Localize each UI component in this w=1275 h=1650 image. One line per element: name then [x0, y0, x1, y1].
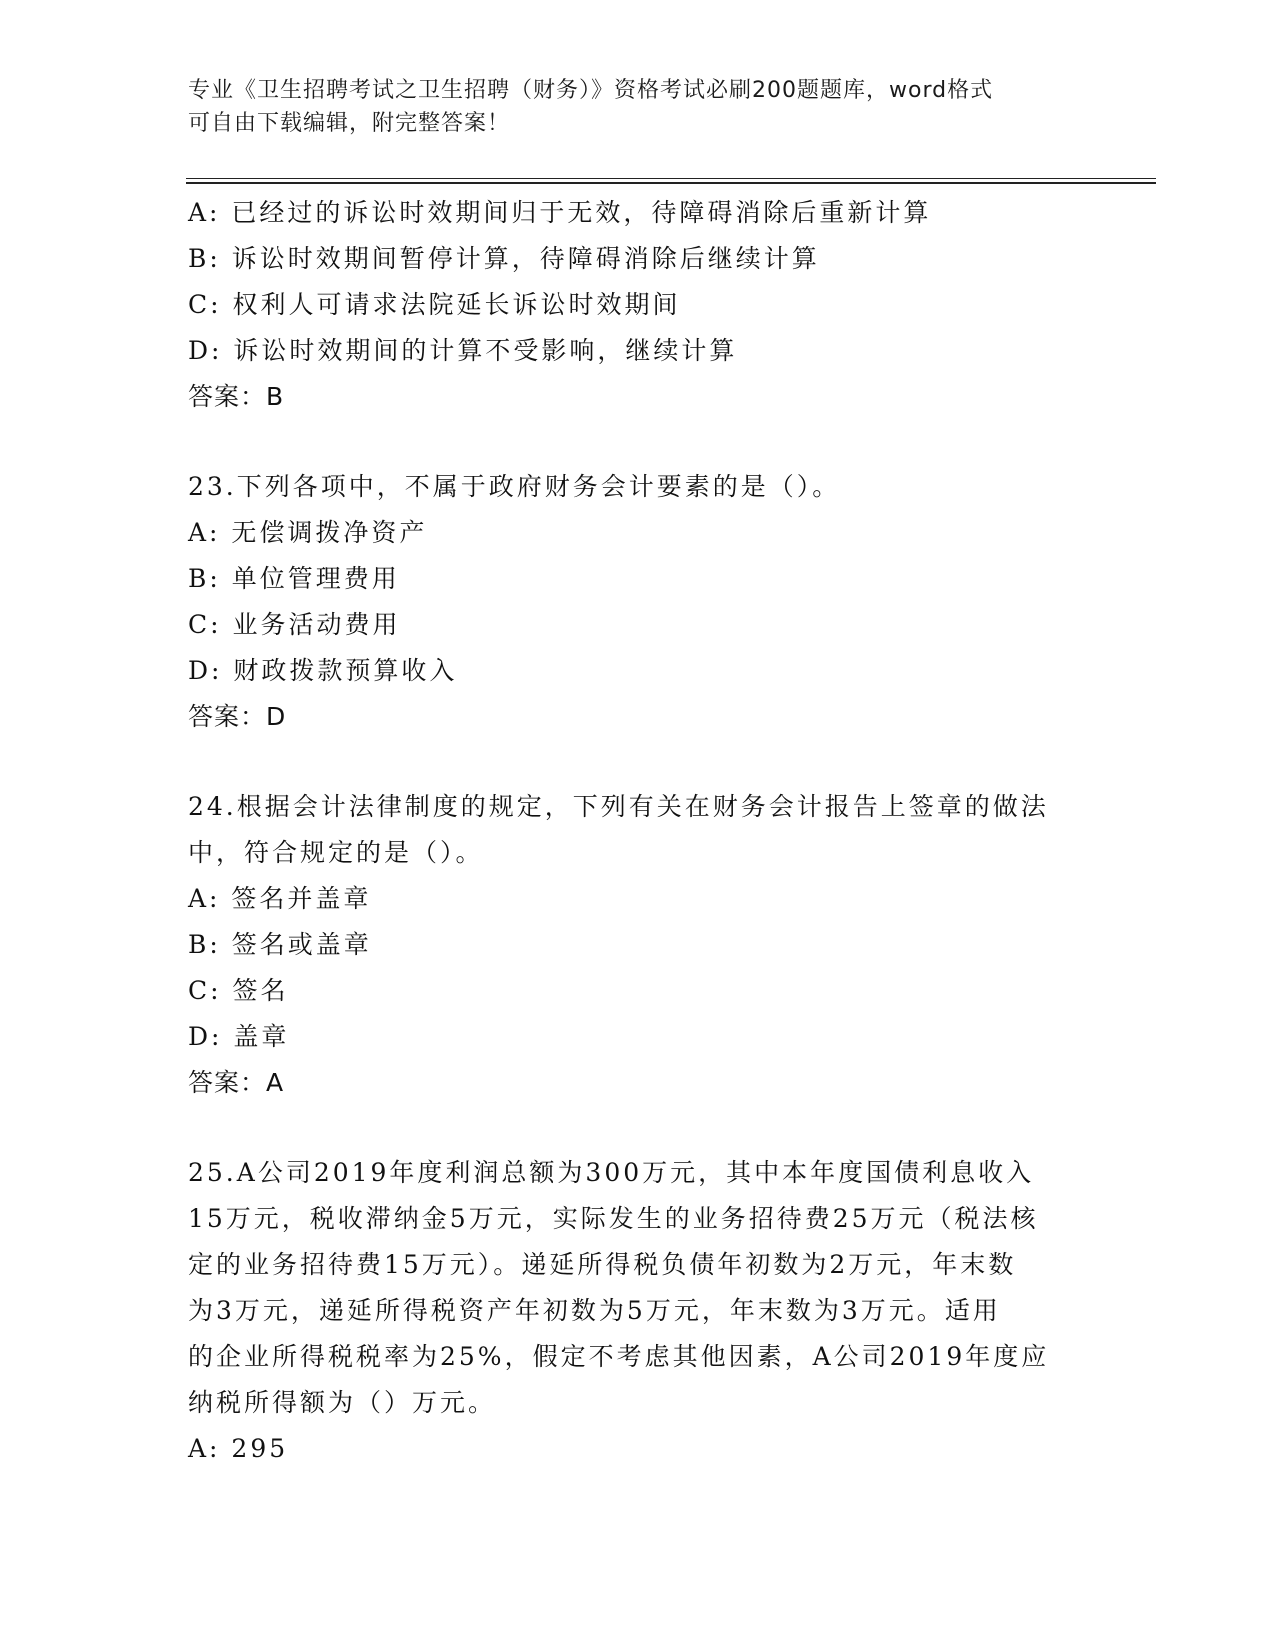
question-stem: 23.下列各项中，不属于政府财务会计要素的是（）。: [188, 472, 841, 501]
option-a: A: 已经过的诉讼时效期间归于无效，待障碍消除后重新计算: [188, 198, 932, 227]
answer-line: 答案：B: [188, 382, 285, 411]
answer-line: 答案：A: [188, 1068, 285, 1097]
option-a: A: 签名并盖章: [188, 884, 372, 913]
question-stem-line-5: 的企业所得税税率为25%，假定不考虑其他因素，A公司2019年度应: [188, 1342, 1050, 1371]
option-c: C: 权利人可请求法院延长诉讼时效期间: [188, 290, 681, 319]
document-header: [188, 74, 1088, 140]
question-25: [188, 1150, 1088, 1472]
option-d: D: 诉讼时效期间的计算不受影响，继续计算: [188, 336, 738, 365]
spacer: [188, 740, 1088, 784]
option-b: B: 单位管理费用: [188, 564, 400, 593]
option-b: B: 诉讼时效期间暂停计算，待障碍消除后继续计算: [188, 244, 820, 273]
question-stem-line-2: 中，符合规定的是（）。: [188, 838, 484, 867]
option-d: D: 盖章: [188, 1022, 290, 1051]
question-stem-line-2: 15万元，税收滞纳金5万元，实际发生的业务招待费25万元（税法核: [188, 1204, 1039, 1233]
header-line-2: 可自由下载编辑，附完整答案！: [188, 111, 511, 136]
option-a: A: 无偿调拨净资产: [188, 518, 428, 547]
header-line-1: 专业《卫生招聘考试之卫生招聘（财务）》资格考试必刷200题题库，word格式: [188, 78, 994, 103]
question-24: [188, 784, 1088, 1106]
question-stem-line-6: 纳税所得额为（）万元。: [188, 1388, 497, 1417]
spacer: [188, 1106, 1088, 1150]
option-b: B: 签名或盖章: [188, 930, 372, 959]
option-c: C: 签名: [188, 976, 289, 1005]
question-stem-line-3: 定的业务招待费15万元）。递延所得税负债年初数为2万元，年末数: [188, 1250, 1017, 1279]
question-stem-line-4: 为3万元，递延所得税资产年初数为5万元，年末数为3万元。适用: [188, 1296, 1001, 1325]
header-divider-thick: [186, 182, 1156, 184]
option-c: C: 业务活动费用: [188, 610, 401, 639]
question-stem-line-1: 24.根据会计法律制度的规定，下列有关在财务会计报告上签章的做法: [188, 792, 1049, 821]
option-d: D: 财政拨款预算收入: [188, 656, 458, 685]
question-22: [188, 190, 1088, 420]
option-a: A: 295: [188, 1434, 289, 1463]
question-23: [188, 464, 1088, 740]
spacer: [188, 420, 1088, 464]
question-list: [188, 190, 1088, 1472]
header-divider-thin: [186, 178, 1156, 179]
question-stem-line-1: 25.A公司2019年度利润总额为300万元，其中本年度国债利息收入: [188, 1158, 1035, 1187]
answer-line: 答案：D: [188, 702, 287, 731]
